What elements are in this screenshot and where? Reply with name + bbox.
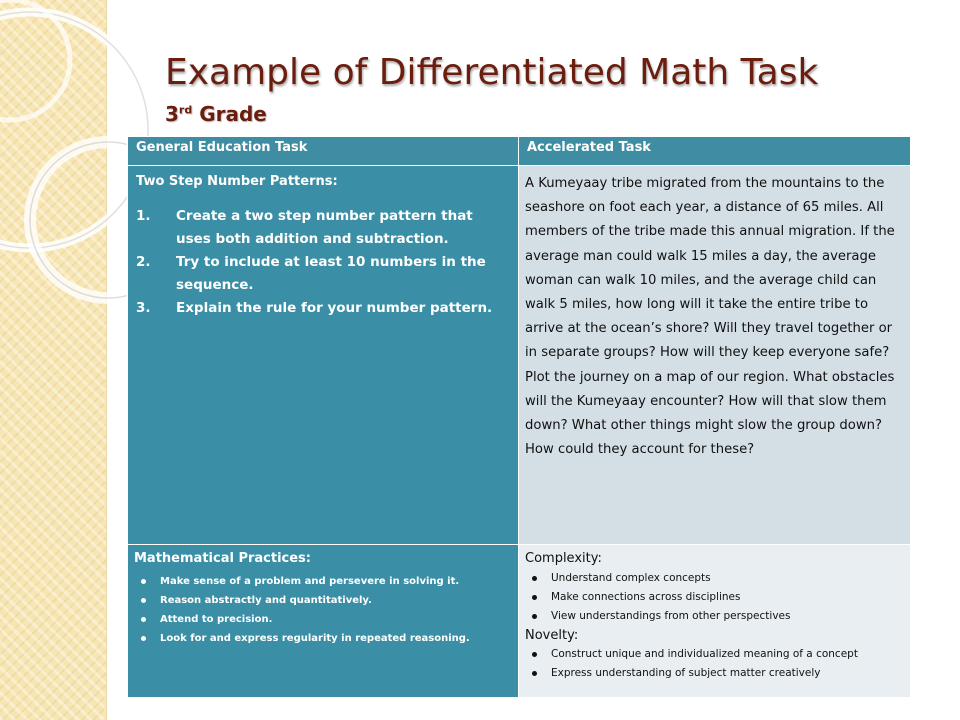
- grade-number: 3: [165, 102, 179, 126]
- bullet-icon: [141, 579, 146, 584]
- task-row: [128, 166, 911, 545]
- general-task-cell: [128, 166, 519, 545]
- step-item: 1. Create a two step number pattern that uses both addition and subtraction.: [136, 208, 473, 247]
- general-task-heading: Two Step Number Patterns:: [136, 174, 338, 189]
- header-accelerated: Accelerated Task: [519, 137, 911, 166]
- list-item: Look for and express regularity in repeated reasoning.: [134, 629, 512, 648]
- slide-subtitle: [165, 102, 267, 126]
- grade-word: Grade: [199, 102, 267, 126]
- list-item: Reason abstractly and quantitatively.: [134, 591, 512, 610]
- bullet-icon: [532, 595, 537, 600]
- list-item: Construct unique and individualized meaning of a concept: [525, 645, 904, 664]
- accelerated-task-text: A Kumeyaay tribe migrated from the mountains to the seashore on foot each year, a distance of 65 miles. All members of the tribe made this annual migration. If the average man could walk 15 miles a day, the average woman can walk 10 miles, and the average child can walk 5 miles, how long will it take the entire tribe to arrive at the ocean’s shore? Will they travel together or in separate groups? How will they keep everyone safe? Plot the journey on a map of our region. What obstacles will the Kumeyaay encounter? How will that slow them down? What other things might slow the group down? How could they account for these?: [525, 176, 895, 458]
- header-general-education: General Education Task: [128, 137, 519, 166]
- bullet-icon: [141, 636, 146, 641]
- bullet-icon: [532, 614, 537, 619]
- novelty-list: [525, 645, 904, 683]
- practices-cell: [128, 545, 519, 698]
- practices-heading: Mathematical Practices:: [134, 551, 311, 566]
- list-item: Attend to precision.: [134, 610, 512, 629]
- practices-list: [134, 572, 512, 648]
- list-item: Make sense of a problem and persevere in solving it.: [134, 572, 512, 591]
- general-task-steps: [136, 205, 510, 320]
- bullet-icon: [532, 652, 537, 657]
- slide-title: Example of Differentiated Math Task: [165, 52, 819, 93]
- grade-suffix: rd: [178, 103, 193, 117]
- complexity-heading: Complexity:: [525, 551, 602, 566]
- step-item: 3. Explain the rule for your number pattern.: [136, 300, 493, 316]
- novelty-heading: Novelty:: [525, 628, 579, 643]
- complexity-list: [525, 569, 904, 626]
- practices-row: [128, 545, 911, 698]
- task-comparison-table: [127, 136, 911, 698]
- complexity-novelty-cell: [519, 545, 911, 698]
- list-item: Understand complex concepts: [525, 569, 904, 588]
- accelerated-task-cell: [519, 166, 911, 545]
- bullet-icon: [532, 671, 537, 676]
- bullet-icon: [532, 576, 537, 581]
- bullet-icon: [141, 617, 146, 622]
- list-item: Express understanding of subject matter creatively: [525, 664, 904, 683]
- list-item: View understandings from other perspectives: [525, 607, 904, 626]
- bullet-icon: [141, 598, 146, 603]
- step-item: 2. Try to include at least 10 numbers in the sequence.: [136, 254, 486, 293]
- header-row: [128, 137, 911, 166]
- list-item: Make connections across disciplines: [525, 588, 904, 607]
